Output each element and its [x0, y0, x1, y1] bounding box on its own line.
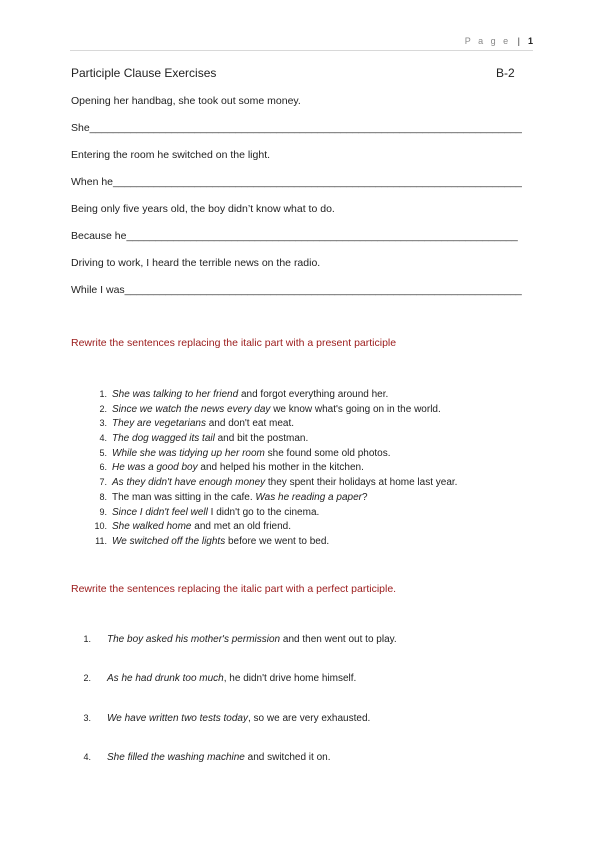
item-number: 5.: [99, 447, 107, 458]
italic-part: The dog wagged its tail: [112, 433, 215, 445]
list-item: [71, 534, 457, 549]
item-text: before we went to bed.: [225, 535, 330, 547]
italic-part: He was a good boy: [112, 462, 198, 474]
list-item: [71, 505, 457, 520]
item-text: I didn't go to the cinema.: [207, 506, 320, 518]
item-text: and forgot everything around her.: [238, 389, 389, 400]
item-text: , he didn't drive home himself.: [223, 673, 357, 685]
list-item: [71, 490, 457, 505]
page-header: [465, 36, 533, 46]
item-number: 1.: [99, 389, 107, 399]
example-sentence: Opening her handbag, she took out some money.: [71, 95, 301, 107]
italic-part: She was talking to her friend: [112, 389, 239, 400]
answer-line: While I was____________________________________________________________________: [71, 284, 522, 296]
item-number: 3.: [83, 712, 91, 723]
item-text: and switched it on.: [244, 751, 331, 763]
list-item: [71, 431, 457, 446]
list-item: [71, 446, 457, 461]
item-number: 2.: [83, 673, 91, 684]
list-item: [71, 673, 397, 712]
item-text: and don't eat meat.: [205, 418, 295, 430]
italic-part: Was he reading a paper: [255, 491, 362, 503]
list-item: [71, 713, 397, 752]
list-item: [71, 634, 397, 673]
perfect-participle-list: [71, 634, 397, 791]
section-heading-present: Rewrite the sentences replacing the italic part with a present participle: [71, 337, 397, 349]
list-item: [71, 475, 457, 490]
italic-part: We switched off the lights: [112, 535, 226, 547]
italic-part: The boy asked his mother's permission: [107, 634, 281, 645]
item-number: 6.: [99, 462, 107, 473]
item-number: 11.: [95, 535, 107, 546]
answer-line: She__________________________________________________________________________: [71, 122, 522, 134]
italic-part: As they didn't have enough money: [112, 477, 266, 489]
list-item: [71, 460, 457, 475]
example-sentence: Entering the room he switched on the light.: [71, 149, 271, 161]
item-number: 3.: [99, 418, 107, 429]
italic-part: We have written two tests today: [107, 712, 248, 724]
item-text: , so we are very exhausted.: [248, 712, 371, 724]
list-item: [71, 387, 457, 402]
item-text: she found some old photos.: [264, 447, 391, 459]
item-number: 7.: [99, 477, 107, 488]
italic-part: As he had drunk too much: [107, 673, 224, 685]
item-text: The man was sitting in the cafe.: [112, 491, 256, 503]
page-separator: |: [517, 36, 520, 46]
section-heading-perfect: Rewrite the sentences replacing the italic part with a perfect participle.: [71, 583, 397, 595]
italic-part: She filled the washing machine: [107, 751, 245, 763]
answer-line: When he______________________________________________________________________: [71, 176, 522, 188]
item-text: we know what's going on in the world.: [270, 403, 441, 415]
item-number: 1.: [83, 634, 91, 644]
item-number: 2.: [99, 403, 107, 414]
document-title: Participle Clause Exercises: [71, 66, 217, 80]
item-number: 9.: [99, 506, 107, 517]
italic-part: Since I didn't feel well: [112, 506, 208, 518]
item-text: ?: [361, 491, 368, 503]
item-text: and met an old friend.: [191, 521, 292, 533]
italic-part: Since we watch the news every day: [112, 403, 271, 415]
item-text: they spent their holidays at home last year.: [265, 477, 458, 489]
item-text: and helped his mother in the kitchen.: [197, 462, 364, 474]
item-number: 4.: [99, 433, 107, 444]
level-label: B-2: [496, 66, 515, 80]
item-text: and then went out to play.: [280, 634, 397, 645]
page-number: 1: [527, 36, 533, 46]
header-divider: [70, 50, 533, 51]
list-item: [71, 402, 457, 417]
present-participle-list: [71, 387, 457, 549]
item-number: 10.: [94, 521, 107, 532]
italic-part: While she was tidying up her room: [112, 447, 265, 459]
example-sentence: Being only five years old, the boy didn’t know what to do.: [71, 203, 335, 215]
example-sentence: Driving to work, I heard the terrible news on the radio.: [71, 257, 321, 269]
italic-part: She walked home: [112, 521, 192, 533]
list-item: [71, 752, 397, 791]
list-item: [71, 416, 457, 431]
italic-part: They are vegetarians: [112, 418, 206, 430]
item-text: and bit the postman.: [214, 433, 309, 445]
item-number: 8.: [99, 491, 107, 502]
answer-line: Because he___________________________________________________________________: [71, 230, 518, 242]
item-number: 4.: [83, 751, 91, 762]
list-item: [71, 519, 457, 534]
page-label: P a g e: [464, 36, 511, 46]
